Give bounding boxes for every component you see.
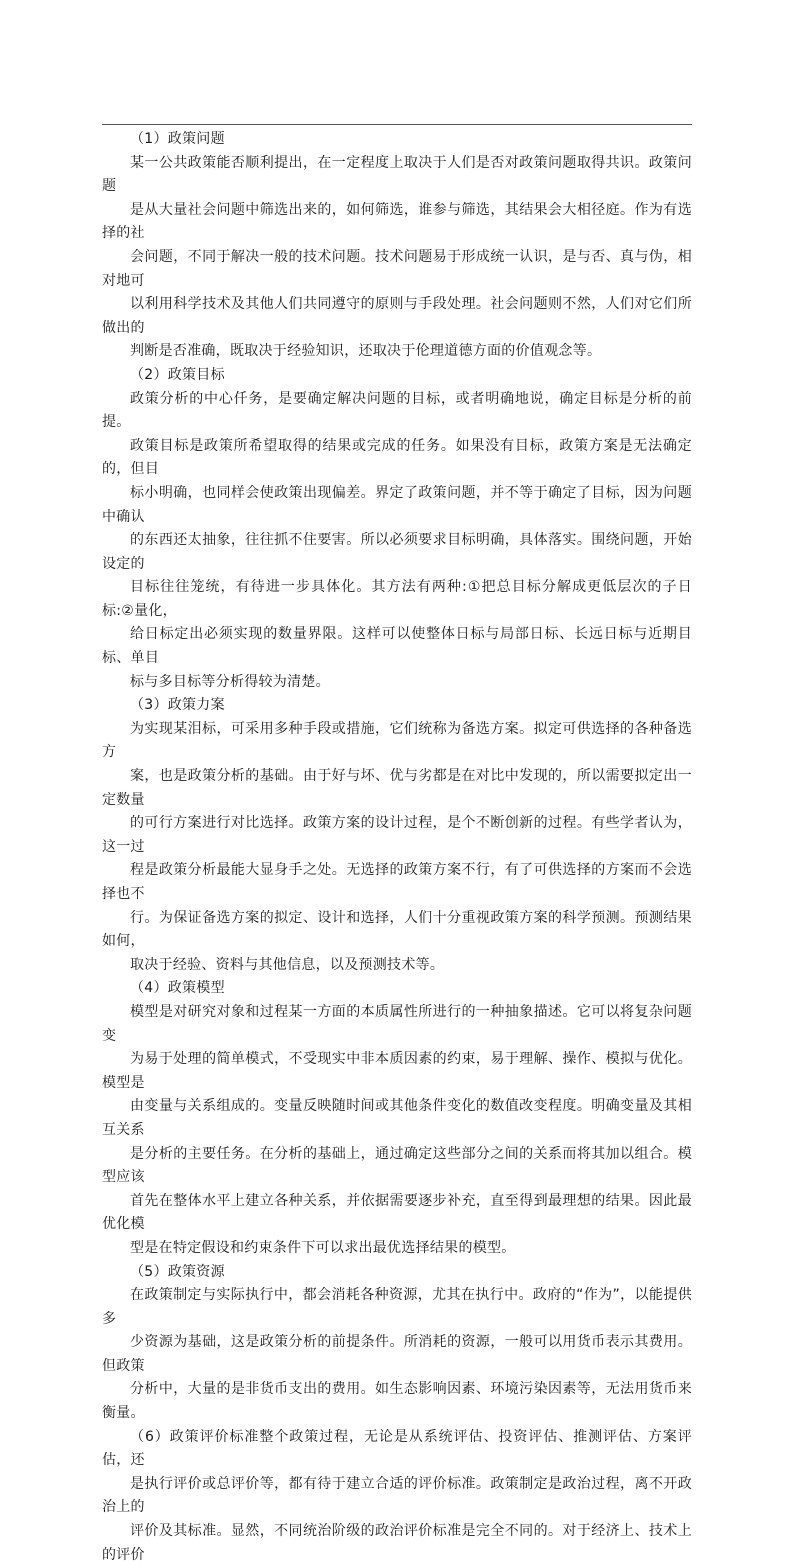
section-paragraph <box>102 1001 692 1261</box>
paragraph-line: 少资源为基础，这是政策分析的前提条件。所消耗的资源，一般可以用货币表示其费用。但政策 <box>102 1334 692 1374</box>
paragraph-line: 程是政策分析最能大显身手之处。无选择的政策方案不行，有了可供选择的方案而不会选择也不 <box>102 862 692 902</box>
paragraph-line: 标小明确，也同样会使政策出现偏差。界定了政策问题，并不等于确定了目标，因为问题中确认 <box>102 484 692 525</box>
section-heading: （4）政策模型 <box>130 980 225 997</box>
paragraph-line: 是分析的主要任务。在分析的基础上，通过确定这些部分之间的关系而将其加以组合。模型应该 <box>102 1145 692 1186</box>
paragraph-line: 的东西还太抽象，往往抓不住要害。所以必须要求目标明确，具体落实。围绕问题，开始设定的 <box>102 532 692 572</box>
paragraph-line: 为实现某泪标，可采用多种手段或措施，它们统称为备选方案。拟定可供选择的各种备选方 <box>102 720 692 761</box>
section-paragraph <box>102 152 692 364</box>
paragraph-line: 案，也是政策分析的基础。由于好与坏、优与劣都是在对比中发现的，所以需要拟定出一定数量 <box>102 768 692 808</box>
paragraph-line: 目标往往笼统，有待进一步具体化。其方法有两种:①把总目标分解成更低层次的子日标:②量化， <box>102 579 692 619</box>
paragraph-line: 由变量与关系组成的。变量反映随时间或其他条件变化的数值改变程度。明确变量及其相互关系 <box>102 1098 692 1138</box>
paragraph-line: 政策分析的中心仟务，是要确定解决问题的目标，或者明确地说，确定目标是分析的前提。 <box>102 390 692 431</box>
paragraph-line: 模型是对研究对象和过程某一方面的本质属性所进行的一种抽象描述。它可以将复杂问题变 <box>102 1003 692 1044</box>
paragraph-line: 会问题，不同于解决一般的技术问题。技术问题易于形成统一认识，是与否、真与伪，相对地可 <box>102 248 692 289</box>
paragraph-line: 以利用科学技术及其他人们共同遵守的原则与手段处理。社会问题则不然，人们对它们所做出的 <box>102 296 692 336</box>
paragraph-line: 政策目标是政策所希望取得的结果或完成的任务。如果没有目标，政策方案是无法确定的，但目 <box>102 437 692 478</box>
paragraph-line: 给日标定出必须实现的数量界限。这样可以使整体日标与局部日标、长远日标与近期目标、单目 <box>102 626 692 667</box>
paragraph-line: 判断是否准确，既取决于经验知识，还取决于伦理道德方面的价值观念等。 <box>130 343 602 360</box>
paragraph-line: 行。为保证备选方案的拟定、设计和选择，人们十分重视政策方案的科学预测。预测结果如何， <box>102 909 692 950</box>
section-heading: （2）政策目标 <box>130 366 225 383</box>
paragraph-line: 标与多目标等分析得较为清楚。 <box>130 673 330 690</box>
section-heading: （1）政策问题 <box>130 131 225 147</box>
paragraph-line: 在政策制定与实际执行中，都会消耗各种资源，尤其在执行中。政府的“作为”，以能提供多 <box>102 1287 692 1327</box>
paragraph-line: 某一公共政策能否顺利提出，在一定程度上取决于人们是否对政策问题取得共识。政策问题 <box>102 154 692 195</box>
paragraph-line: 评价及其标准。显然，不同统治阶级的政治评价标准是完全不同的。对于经济上、技术上的评价 <box>102 1523 692 1563</box>
section-paragraph <box>102 1284 692 1426</box>
paragraph-line: 是从大量社会问题中筛选出来的，如何筛选，谁参与筛选，其结果会大相径庭。作为有选择的社 <box>102 201 692 242</box>
paragraph-line: 是执行评价或总评价等，都有待于建立合适的评价标准。政策制定是政治过程，离不开政治上的 <box>102 1475 692 1516</box>
paragraph-line: 型是在特定假设和约束条件下可以求出最优选择结果的模型。 <box>130 1239 516 1256</box>
section-paragraph <box>102 388 692 695</box>
section-heading: （5）政策资源 <box>130 1263 225 1280</box>
section-paragraph <box>102 718 692 978</box>
section-heading: （3）政策力案 <box>130 697 225 714</box>
document-body <box>102 128 692 1567</box>
paragraph-line: 的可行方案进行对比选择。政策方案的设计过程，是个不断创新的过程。有些学者认为，这一过 <box>102 815 692 855</box>
paragraph-line: 分析中，大量的是非货币支出的费用。如生态影响因素、环境污染因素等，无法用货币来衡量。 <box>102 1381 692 1422</box>
paragraph-line: 取决于经验、资料与其他信息，以及预测技术等。 <box>130 956 445 973</box>
header-rule <box>102 124 692 125</box>
paragraph-line: 首先在整体水平上建立各种关系，并依据需要逐步补充，直至得到最理想的结果。因此最优化模 <box>102 1192 692 1233</box>
paragraph-line: 为易于处理的简单模式，不受现实中非本质因素的约束，易于理解、操作、模拟与优化。模型是 <box>102 1051 692 1091</box>
paragraph-line: （6）政策评价标准整个政策过程，无论是从系统评估、投资评估、推测评估、方案评估，还 <box>102 1428 692 1469</box>
section-paragraph <box>102 1426 692 1567</box>
